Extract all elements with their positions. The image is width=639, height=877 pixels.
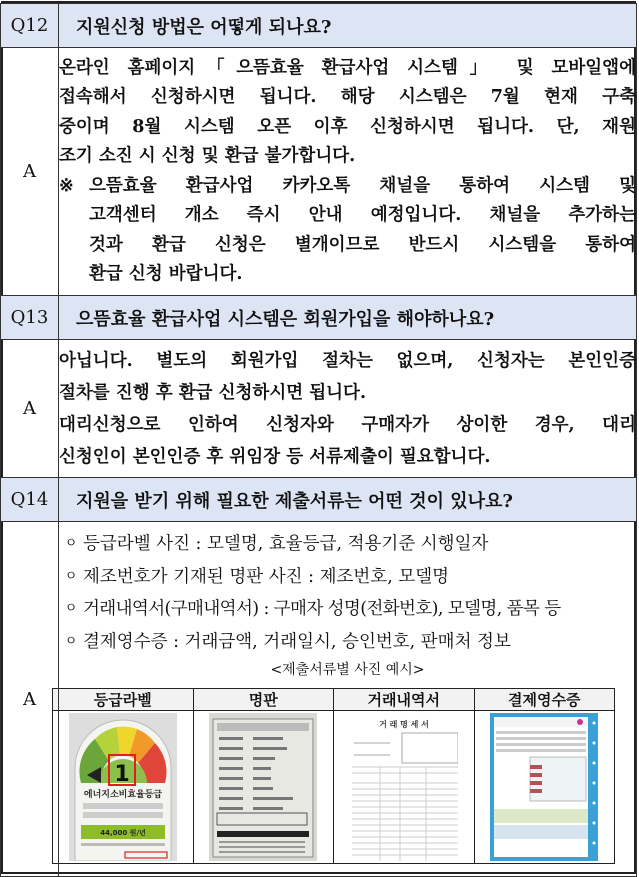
photo-header: 등급라벨 <box>53 689 194 711</box>
question-text: 지원을 받기 위해 필요한 제출서류는 어떤 것이 있나요? <box>59 478 637 522</box>
payment-receipt-photo <box>490 713 598 861</box>
answer-label: A <box>1 48 59 296</box>
bullet-item <box>59 593 636 626</box>
question-row-q14 <box>1 478 637 522</box>
photo-caption: <제출서류별 사진 예시> <box>270 662 425 678</box>
answer-text <box>59 48 637 296</box>
note-line: 환급 신청 바랍니다. <box>89 264 243 284</box>
photo-header: 거래내역서 <box>334 689 475 711</box>
svg-text:1: 1 <box>114 762 130 787</box>
answer-line: 신청인이 본인인증 후 위임장 등 서류제출이 필요합니다. <box>59 446 491 467</box>
question-label: Q12 <box>1 4 59 48</box>
energy-label-photo <box>69 713 177 861</box>
bullet-text: 제조번호가 기재된 명판 사진 : 제조번호, 모델명 <box>83 566 450 587</box>
note <box>59 172 636 290</box>
question-text: 지원신청 방법은 어떻게 되나요? <box>59 4 637 48</box>
bullet-icon: ㅇ <box>64 633 78 649</box>
photo-header: 결제영수증 <box>474 689 615 711</box>
answer-row-q12 <box>1 48 637 296</box>
bullet-icon: ㅇ <box>64 536 78 551</box>
bullet-text: 등급라벨 사진 : 모델명, 효율등급, 적용기준 시행일자 <box>83 534 489 554</box>
bullet-icon: ㅇ <box>64 601 78 616</box>
svg-text:에너지소비효율등급: 에너지소비효율등급 <box>83 790 162 800</box>
bullet-item <box>59 626 636 659</box>
nameplate-photo <box>209 713 317 861</box>
question-label: Q14 <box>1 478 59 522</box>
bullet-text: 결제영수증 : 거래금액, 거래일시, 승인번호, 판매처 정보 <box>83 631 511 652</box>
answer-text <box>59 340 637 478</box>
note-line: 고객센터 개소 즉시 안내 예정입니다. 채널을 추가하는 <box>89 205 636 225</box>
svg-text:거 래 명 세 서: 거 래 명 세 서 <box>378 719 429 729</box>
question-label: Q13 <box>1 296 59 340</box>
answer-row-q14 <box>1 522 637 877</box>
note-line: 으뜸효율 환급사업 카카오톡 채널을 통하여 시스템 및 <box>89 175 636 196</box>
answer-label: A <box>1 522 59 877</box>
answer-label: A <box>1 340 59 478</box>
bullet-text: 거래내역서(구매내역서) : 구매자 성명(전화번호), 모델명, 품목 등 <box>83 599 561 619</box>
answer-line: 대리신청으로 인하여 신청자와 구매자가 상이한 경우, 대리 <box>59 414 636 435</box>
answer-line: 접속해서 신청하시면 됩니다. 해당 시스템은 7월 현재 구축 <box>59 87 636 107</box>
question-text: 으뜸효율 환급사업 시스템은 회원가입을 해야하나요? <box>59 296 637 340</box>
bullet-icon: ㅇ <box>64 568 78 584</box>
answer-line: 온라인 홈페이지「으뜸효율 환급사업 시스템」 및 모바일앱에 <box>59 57 636 78</box>
photo-examples-table <box>52 688 615 864</box>
question-row-q12 <box>1 4 637 48</box>
answer-line: 조기 소진 시 신청 및 환급 불가합니다. <box>59 146 356 166</box>
faq-table <box>0 3 637 877</box>
note-mark: ※ <box>59 175 74 196</box>
answer-line: 아닙니다. 별도의 회원가입 절차는 없으며, 신청자는 본인인증 <box>59 350 636 371</box>
bullet-item <box>59 561 636 594</box>
question-row-q13 <box>1 296 637 340</box>
bullet-item <box>59 528 636 561</box>
answer-line: 절차를 진행 후 환급 신청하시면 됩니다. <box>59 382 367 403</box>
photo-header: 명판 <box>193 689 334 711</box>
transaction-statement-photo <box>350 713 458 861</box>
svg-text:44,000 원/년: 44,000 원/년 <box>99 829 146 837</box>
answer-row-q13 <box>1 340 637 478</box>
answer-text <box>59 522 637 877</box>
note-line: 것과 환급 신청은 별개이므로 반드시 시스템을 통하여 <box>89 234 636 255</box>
answer-line: 중이며 8월 시스템 오픈 이후 신청하시면 됩니다. 단, 재원 <box>59 116 636 137</box>
